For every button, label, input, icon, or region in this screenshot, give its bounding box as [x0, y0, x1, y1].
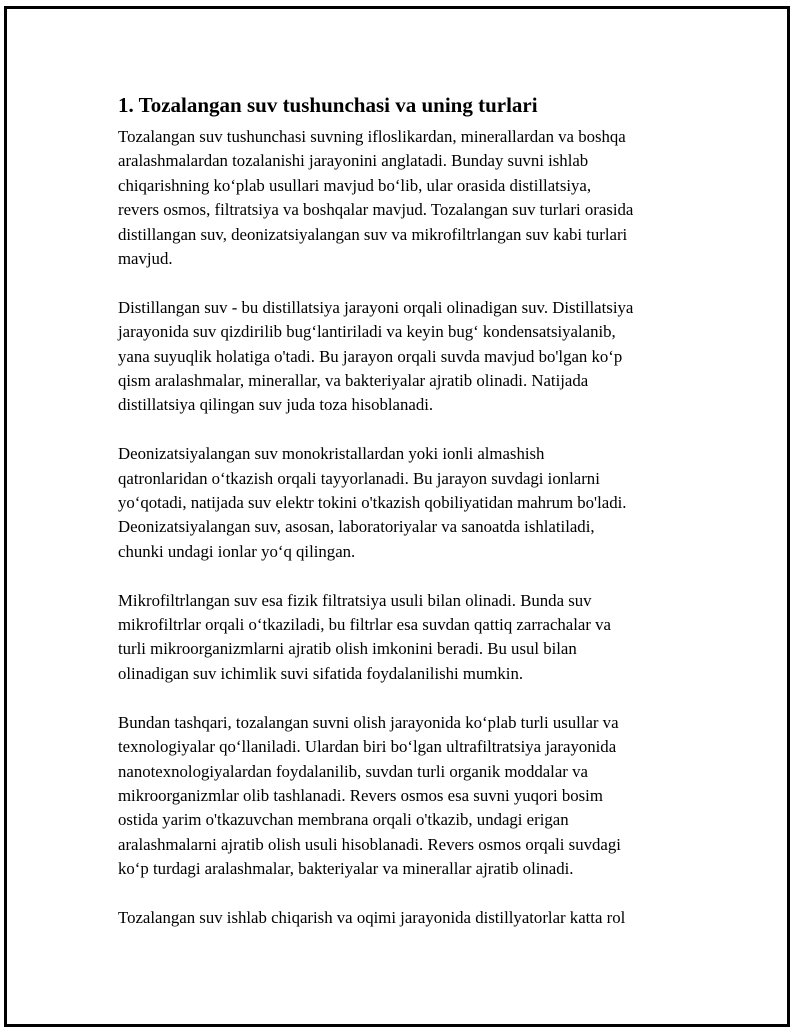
- paragraph-purification-methods: Bundan tashqari, tozalangan suvni olish jarayonida ko‘plab turli usullar va texnologiyalar qo‘llaniladi. Ulardan biri bo‘lgan ultrafiltratsiya jarayonida nanotexnologiyalardan foydalanilib, suvdan turli organik moddalar va mikroorganizmlar olib tashlanadi. Revers osmos esa suvni yuqori bosim ostida yarim o'tkazuvchan membrana orqali o'tkazib, undagi erigan aralashmalarni ajratib olish usuli hisoblanadi. Revers osmos orqali suvdagi ko‘p turdagi aralashmalar, bakteriyalar va minerallar ajratib olinadi.: [118, 712, 621, 879]
- document-body: [118, 91, 688, 930]
- paragraph-distilled-water: Distillangan suv - bu distillatsiya jarayoni orqali olinadigan suv. Distillatsiya jarayonida suv qizdirilib bug‘lantiriladi va keyin bug‘ kondensatsiyalanib, yana suyuqlik holatiga o'tadi. Bu jarayon orqali suvda mavjud bo'lgan ko‘p qism aralashmalar, minerallar, va bakteriyalar ajratib olinadi. Natijada distillatsiya qilingan suv juda toza hisoblanadi.: [118, 297, 634, 415]
- paragraph-intro: Tozalangan suv tushunchasi suvning ifloslikardan, minerallardan va boshqa aralashmalardan tozalanishi jarayonini anglatadi. Bunday suvni ishlab chiqarishning ko‘plab usullari mavjud bo‘lib, ular orasida distillatsiya, revers osmos, filtratsiya va boshqalar mavjud. Tozalangan suv turlari orasida distillangan suv, deonizatsiyalangan suv va mikrofiltrlangan suv kabi turlari mavjud.: [118, 127, 634, 269]
- paragraph-microfiltered-water: Mikrofiltrlangan suv esa fizik filtratsiya usuli bilan olinadi. Bunda suv mikrofiltrlar orqali o‘tkaziladi, bu filtrlar esa suvdan qattiq zarrachalar va turli mikroorganizmlarni ajratib olish imkonini beradi. Bu usul bilan olinadigan suv ichimlik suvi sifatida foydalanilishi mumkin.: [118, 590, 611, 683]
- section-heading: 1. Tozalangan suv tushunchasi va uning turlari: [118, 93, 538, 117]
- paragraph-distillers: Tozalangan suv ishlab chiqarish va oqimi jarayonida distillyatorlar katta rol: [118, 907, 626, 927]
- paragraph-deionized-water: Deonizatsiyalangan suv monokristallardan yoki ionli almashish qatronlaridan o‘tkazish orqali tayyorlanadi. Bu jarayon suvdagi ionlarni yo‘qotadi, natijada suv elektr tokini o'tkazish qobiliyatidan mahrum bo'ladi. Deonizatsiyalangan suv, asosan, laboratoriyalar va sanoatda ishlatiladi, chunki undagi ionlar yo‘q qilingan.: [118, 444, 627, 561]
